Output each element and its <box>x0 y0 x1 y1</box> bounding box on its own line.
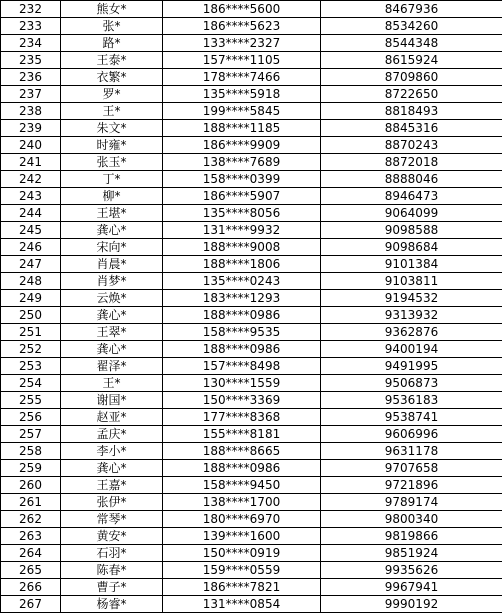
phone-cell[interactable]: 138****1700 <box>163 494 321 511</box>
table-row <box>1 341 502 358</box>
name-cell[interactable]: 翟泽* <box>61 358 163 375</box>
table-row <box>1 579 502 596</box>
phone-cell[interactable]: 159****0559 <box>163 562 321 579</box>
value-cell[interactable]: 8467936 <box>321 1 502 18</box>
name-cell[interactable]: 王* <box>61 103 163 120</box>
value-cell[interactable]: 9194532 <box>321 290 502 307</box>
table-row <box>1 477 502 494</box>
row-index-cell[interactable]: 245 <box>1 222 61 239</box>
row-index-cell[interactable]: 234 <box>1 35 61 52</box>
table-row <box>1 273 502 290</box>
table-row <box>1 494 502 511</box>
row-index-cell[interactable]: 235 <box>1 52 61 69</box>
phone-cell[interactable]: 130****1559 <box>163 375 321 392</box>
phone-cell[interactable]: 131****9932 <box>163 222 321 239</box>
value-cell[interactable]: 9935626 <box>321 562 502 579</box>
value-cell[interactable]: 9990192 <box>321 596 502 613</box>
row-index-cell[interactable]: 255 <box>1 392 61 409</box>
value-cell[interactable]: 8722650 <box>321 86 502 103</box>
value-cell[interactable]: 9101384 <box>321 256 502 273</box>
name-cell[interactable]: 常琴* <box>61 511 163 528</box>
table-row <box>1 324 502 341</box>
name-cell[interactable]: 王泰* <box>61 52 163 69</box>
row-index-cell[interactable]: 259 <box>1 460 61 477</box>
value-cell[interactable]: 8870243 <box>321 137 502 154</box>
row-index-cell[interactable]: 263 <box>1 528 61 545</box>
phone-cell[interactable]: 150****0919 <box>163 545 321 562</box>
table-row <box>1 120 502 137</box>
table-row <box>1 69 502 86</box>
name-cell[interactable]: 张* <box>61 18 163 35</box>
table-row <box>1 528 502 545</box>
row-index-cell[interactable]: 240 <box>1 137 61 154</box>
value-cell[interactable]: 8872018 <box>321 154 502 171</box>
row-index-cell[interactable]: 265 <box>1 562 61 579</box>
table-row <box>1 562 502 579</box>
row-index-cell[interactable]: 237 <box>1 86 61 103</box>
value-cell[interactable]: 9362876 <box>321 324 502 341</box>
phone-cell[interactable]: 157****8498 <box>163 358 321 375</box>
value-cell[interactable]: 9851924 <box>321 545 502 562</box>
row-index-cell[interactable]: 241 <box>1 154 61 171</box>
phone-cell[interactable]: 188****0986 <box>163 341 321 358</box>
value-cell[interactable]: 9313932 <box>321 307 502 324</box>
value-cell[interactable]: 8534260 <box>321 18 502 35</box>
row-index-cell[interactable]: 236 <box>1 69 61 86</box>
row-index-cell[interactable]: 246 <box>1 239 61 256</box>
name-cell[interactable]: 肖梦* <box>61 273 163 290</box>
table-row <box>1 443 502 460</box>
row-index-cell[interactable]: 258 <box>1 443 61 460</box>
table-row <box>1 103 502 120</box>
phone-cell[interactable]: 155****8181 <box>163 426 321 443</box>
value-cell[interactable]: 9538741 <box>321 409 502 426</box>
phone-cell[interactable]: 188****1185 <box>163 120 321 137</box>
table-row <box>1 137 502 154</box>
name-cell[interactable]: 张玉* <box>61 154 163 171</box>
row-index-cell[interactable]: 253 <box>1 358 61 375</box>
table-row <box>1 460 502 477</box>
row-index-cell[interactable]: 254 <box>1 375 61 392</box>
row-index-cell[interactable]: 248 <box>1 273 61 290</box>
value-cell[interactable]: 9064099 <box>321 205 502 222</box>
value-cell[interactable]: 9819866 <box>321 528 502 545</box>
table-row <box>1 86 502 103</box>
value-cell[interactable]: 8946473 <box>321 188 502 205</box>
name-cell[interactable]: 龚心* <box>61 307 163 324</box>
row-index-cell[interactable]: 244 <box>1 205 61 222</box>
row-index-cell[interactable]: 252 <box>1 341 61 358</box>
table-row <box>1 358 502 375</box>
phone-cell[interactable]: 135****8056 <box>163 205 321 222</box>
row-index-cell[interactable]: 238 <box>1 103 61 120</box>
value-cell[interactable]: 9631178 <box>321 443 502 460</box>
name-cell[interactable]: 王* <box>61 375 163 392</box>
phone-cell[interactable]: 150****3369 <box>163 392 321 409</box>
name-cell[interactable]: 赵亚* <box>61 409 163 426</box>
name-cell[interactable]: 龚心* <box>61 341 163 358</box>
table-row <box>1 545 502 562</box>
phone-cell[interactable]: 133****2327 <box>163 35 321 52</box>
name-cell[interactable]: 石羽* <box>61 545 163 562</box>
row-index-cell[interactable]: 262 <box>1 511 61 528</box>
row-index-cell[interactable]: 239 <box>1 120 61 137</box>
value-cell[interactable]: 9098684 <box>321 239 502 256</box>
name-cell[interactable]: 肖晨* <box>61 256 163 273</box>
row-index-cell[interactable]: 260 <box>1 477 61 494</box>
row-index-cell[interactable]: 233 <box>1 18 61 35</box>
phone-cell[interactable]: 186****5623 <box>163 18 321 35</box>
name-cell[interactable]: 王翠* <box>61 324 163 341</box>
value-cell[interactable]: 8709860 <box>321 69 502 86</box>
table-row <box>1 307 502 324</box>
table-row <box>1 35 502 52</box>
value-cell[interactable]: 9491995 <box>321 358 502 375</box>
table-row <box>1 256 502 273</box>
table-row <box>1 1 502 18</box>
row-index-cell[interactable]: 261 <box>1 494 61 511</box>
phone-cell[interactable]: 131****0854 <box>163 596 321 613</box>
value-cell[interactable]: 8845316 <box>321 120 502 137</box>
row-index-cell[interactable]: 243 <box>1 188 61 205</box>
name-cell[interactable]: 路* <box>61 35 163 52</box>
phone-cell[interactable]: 186****5600 <box>163 1 321 18</box>
table-body <box>1 1 502 613</box>
value-cell[interactable]: 8818493 <box>321 103 502 120</box>
name-cell[interactable]: 龚心* <box>61 222 163 239</box>
phone-cell[interactable]: 158****9450 <box>163 477 321 494</box>
name-cell[interactable]: 黄安* <box>61 528 163 545</box>
name-cell[interactable]: 陈春* <box>61 562 163 579</box>
row-index-cell[interactable]: 242 <box>1 171 61 188</box>
phone-cell[interactable]: 186****5907 <box>163 188 321 205</box>
table-row <box>1 426 502 443</box>
table-row <box>1 596 502 613</box>
row-index-cell[interactable]: 250 <box>1 307 61 324</box>
name-cell[interactable]: 朱文* <box>61 120 163 137</box>
value-cell[interactable]: 9707658 <box>321 460 502 477</box>
value-cell[interactable]: 8888046 <box>321 171 502 188</box>
phone-cell[interactable]: 188****8665 <box>163 443 321 460</box>
table-row <box>1 171 502 188</box>
name-cell[interactable]: 丁* <box>61 171 163 188</box>
value-cell[interactable]: 9800340 <box>321 511 502 528</box>
phone-cell[interactable]: 188****1806 <box>163 256 321 273</box>
row-index-cell[interactable]: 249 <box>1 290 61 307</box>
table-row <box>1 375 502 392</box>
phone-cell[interactable]: 183****1293 <box>163 290 321 307</box>
name-cell[interactable]: 杨睿* <box>61 596 163 613</box>
name-cell[interactable]: 宋向* <box>61 239 163 256</box>
row-index-cell[interactable]: 266 <box>1 579 61 596</box>
phone-cell[interactable]: 186****7821 <box>163 579 321 596</box>
phone-cell[interactable]: 178****7466 <box>163 69 321 86</box>
table-row <box>1 18 502 35</box>
phone-cell[interactable]: 135****5918 <box>163 86 321 103</box>
table-row <box>1 154 502 171</box>
value-cell[interactable]: 9103811 <box>321 273 502 290</box>
phone-cell[interactable]: 188****0986 <box>163 307 321 324</box>
value-cell[interactable]: 9967941 <box>321 579 502 596</box>
value-cell[interactable]: 9098588 <box>321 222 502 239</box>
name-cell[interactable]: 孟庆* <box>61 426 163 443</box>
table-row <box>1 409 502 426</box>
phone-cell[interactable]: 177****8368 <box>163 409 321 426</box>
phone-cell[interactable]: 188****0986 <box>163 460 321 477</box>
phone-cell[interactable]: 139****1600 <box>163 528 321 545</box>
name-cell[interactable]: 熊女* <box>61 1 163 18</box>
value-cell[interactable]: 9506873 <box>321 375 502 392</box>
phone-cell[interactable]: 135****0243 <box>163 273 321 290</box>
value-cell[interactable]: 9789174 <box>321 494 502 511</box>
name-cell[interactable]: 曹子* <box>61 579 163 596</box>
name-cell[interactable]: 谢国* <box>61 392 163 409</box>
table-row <box>1 222 502 239</box>
name-cell[interactable]: 云焕* <box>61 290 163 307</box>
table-row <box>1 392 502 409</box>
value-cell[interactable]: 9606996 <box>321 426 502 443</box>
name-cell[interactable]: 时雍* <box>61 137 163 154</box>
row-index-cell[interactable]: 232 <box>1 1 61 18</box>
row-index-cell[interactable]: 257 <box>1 426 61 443</box>
phone-cell[interactable]: 158****0399 <box>163 171 321 188</box>
row-index-cell[interactable]: 251 <box>1 324 61 341</box>
name-cell[interactable]: 柳* <box>61 188 163 205</box>
row-index-cell[interactable]: 256 <box>1 409 61 426</box>
name-cell[interactable]: 王堪* <box>61 205 163 222</box>
phone-cell[interactable]: 157****1105 <box>163 52 321 69</box>
phone-cell[interactable]: 138****7689 <box>163 154 321 171</box>
name-cell[interactable]: 衣繁* <box>61 69 163 86</box>
phone-cell[interactable]: 158****9535 <box>163 324 321 341</box>
phone-cell[interactable]: 186****9909 <box>163 137 321 154</box>
phone-cell[interactable]: 199****5845 <box>163 103 321 120</box>
row-index-cell[interactable]: 267 <box>1 596 61 613</box>
name-cell[interactable]: 龚心* <box>61 460 163 477</box>
value-cell[interactable]: 8544348 <box>321 35 502 52</box>
name-cell[interactable]: 张伊* <box>61 494 163 511</box>
value-cell[interactable]: 8615924 <box>321 52 502 69</box>
row-index-cell[interactable]: 247 <box>1 256 61 273</box>
table-row <box>1 205 502 222</box>
table-row <box>1 290 502 307</box>
value-cell[interactable]: 9536183 <box>321 392 502 409</box>
table-row <box>1 52 502 69</box>
name-cell[interactable]: 李小* <box>61 443 163 460</box>
row-index-cell[interactable]: 264 <box>1 545 61 562</box>
table-row <box>1 239 502 256</box>
phone-cell[interactable]: 180****6970 <box>163 511 321 528</box>
phone-cell[interactable]: 188****9008 <box>163 239 321 256</box>
name-cell[interactable]: 罗* <box>61 86 163 103</box>
table-row <box>1 188 502 205</box>
name-cell[interactable]: 王嘉* <box>61 477 163 494</box>
table-row <box>1 511 502 528</box>
value-cell[interactable]: 9400194 <box>321 341 502 358</box>
value-cell[interactable]: 9721896 <box>321 477 502 494</box>
